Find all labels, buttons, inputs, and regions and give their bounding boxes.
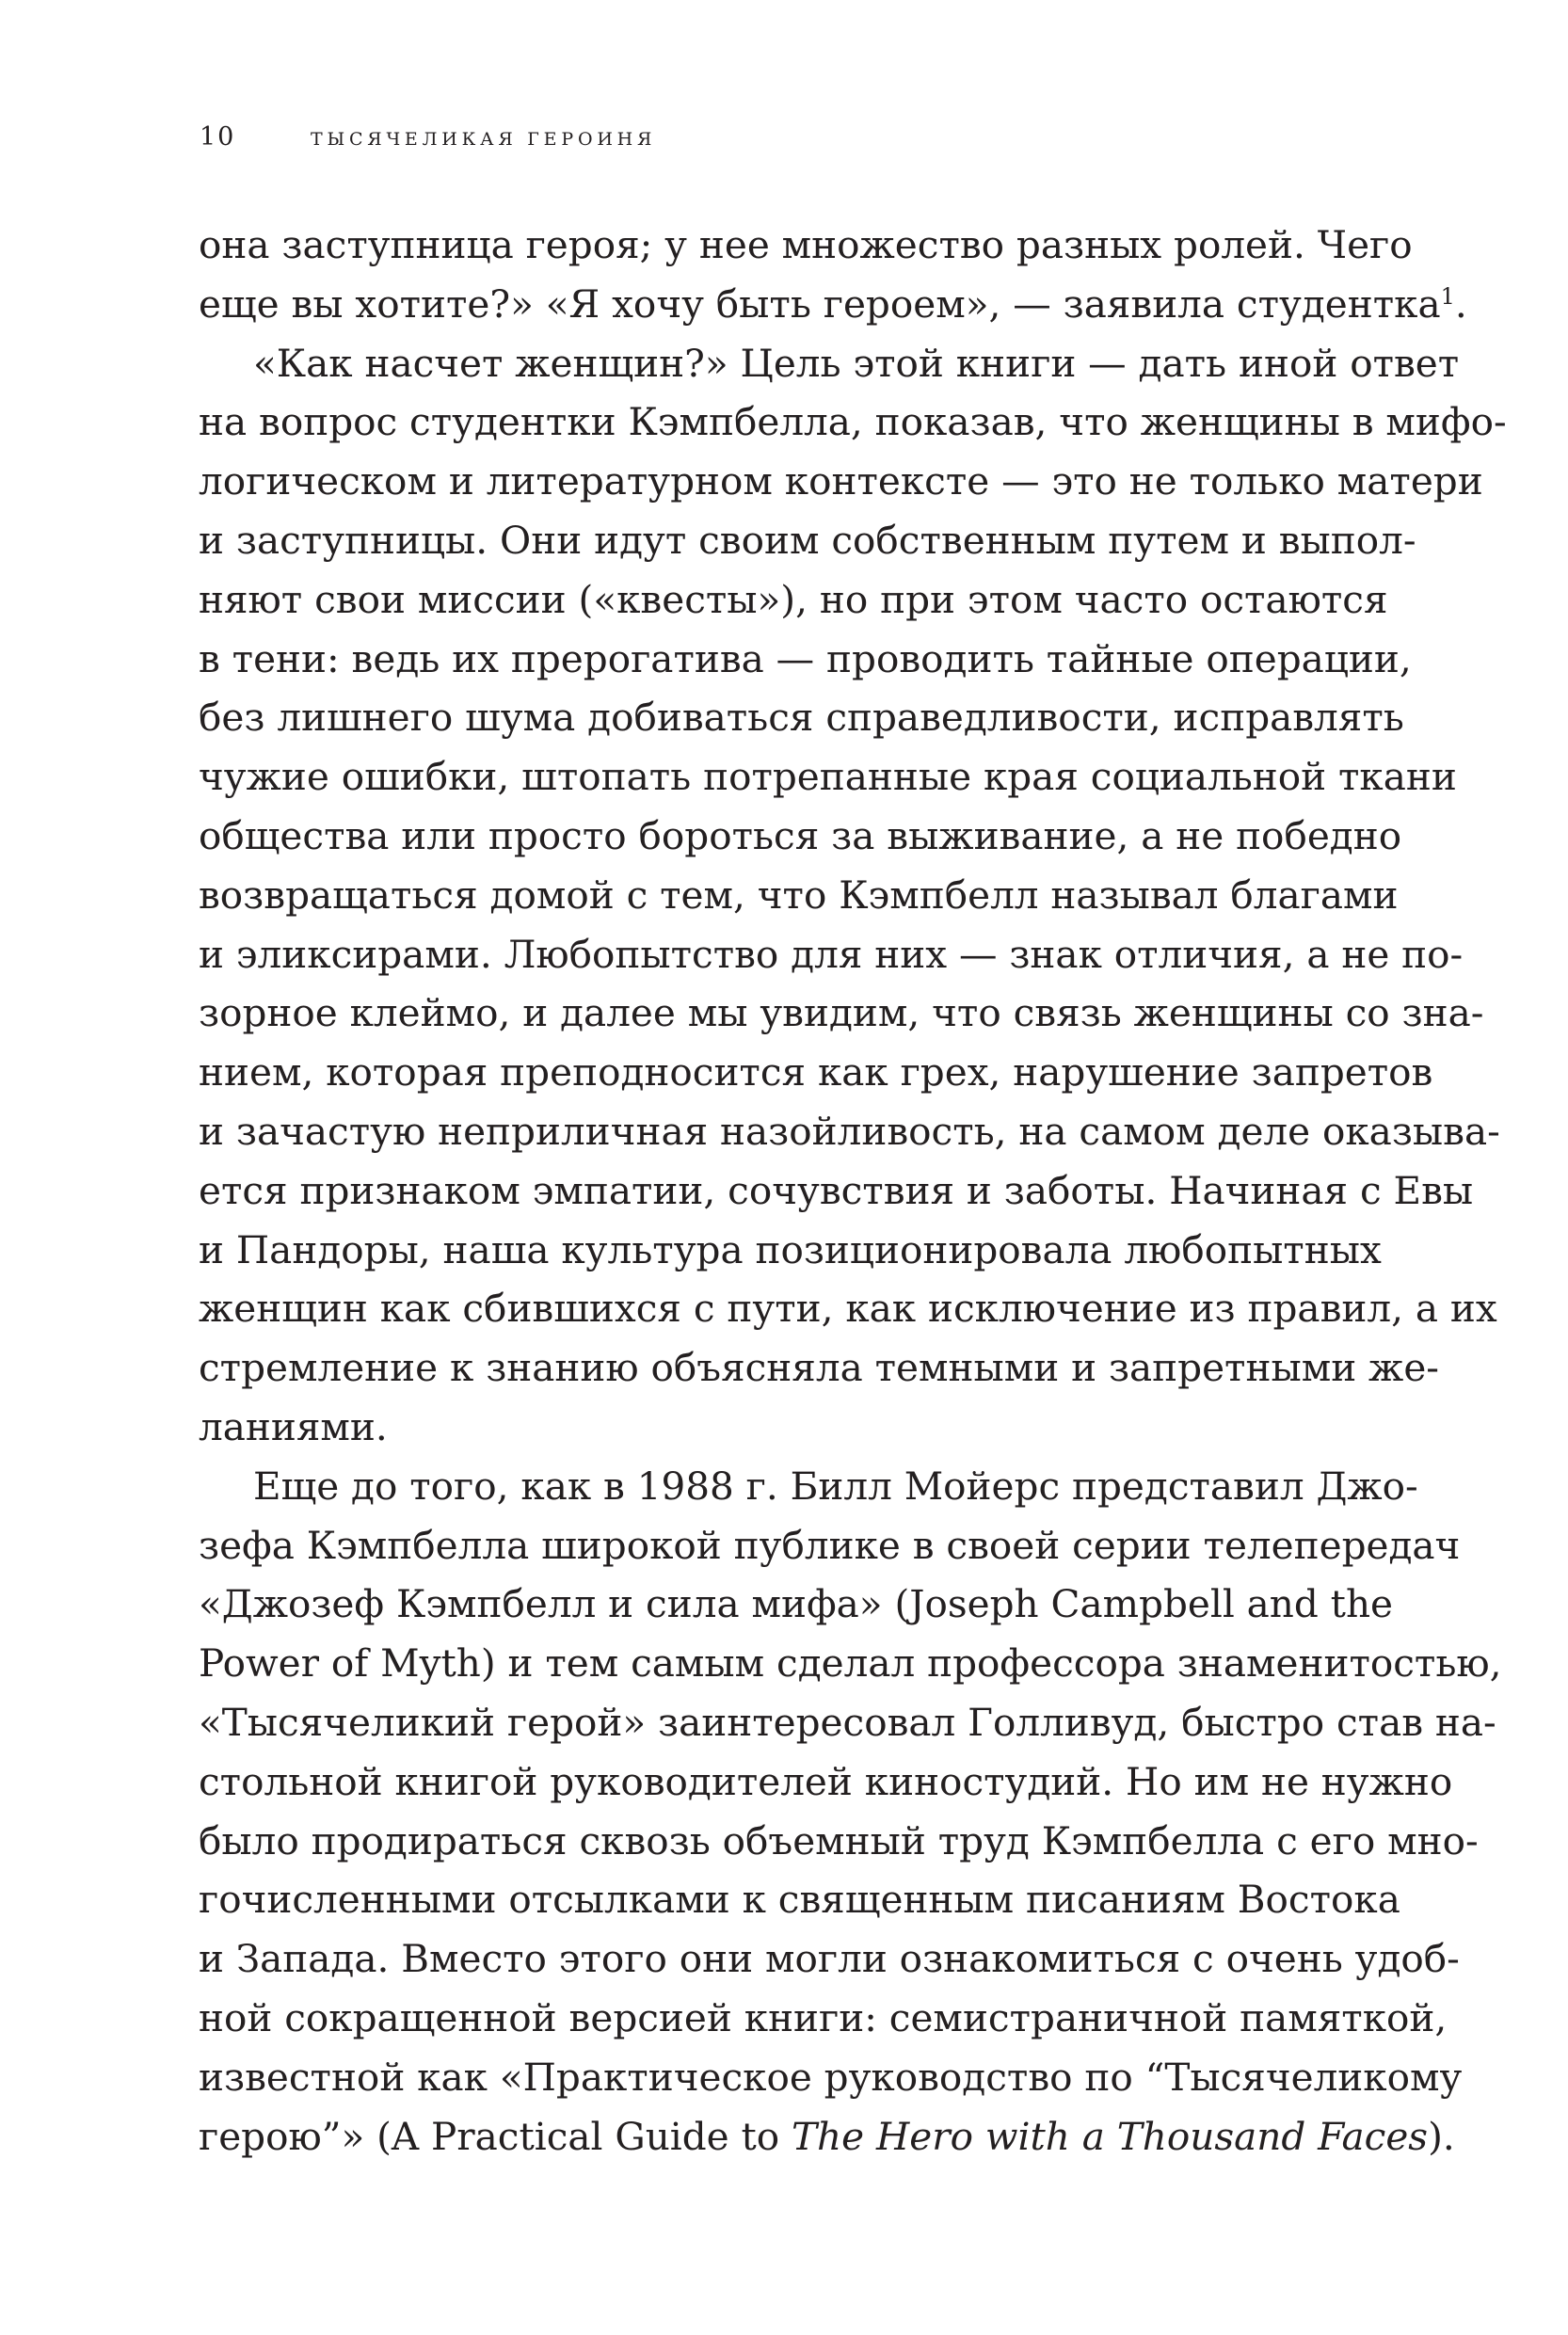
line-text: без лишнего шума добиваться справедливости, исправлять — [199, 695, 1404, 741]
line-text: ной сокращенной версией книги: семистраничной памяткой, — [199, 1994, 1448, 2040]
text-line — [199, 452, 1483, 511]
line-text: женщин как сбившихся с пути, как исключение из правил, а их — [199, 1286, 1497, 1332]
line-text: в тени: ведь их прерогатива — проводить тайные операции, — [199, 635, 1412, 681]
line-text: и эликсирами. Любопытство для них — знак отличия, а не по- — [199, 931, 1464, 977]
text-line — [199, 1279, 1497, 1338]
text-line — [199, 1221, 1382, 1280]
text-line — [199, 1457, 1418, 1516]
page-number: 10 — [200, 122, 236, 152]
line-text: ланиями. — [199, 1403, 388, 1449]
text-line — [199, 2107, 1455, 2167]
text-line — [199, 511, 1416, 570]
text-line — [199, 630, 1412, 689]
italic-title: The Hero with a Thousand Faces — [792, 2113, 1429, 2159]
line-text: гочисленными отсылками к священным писаниям Востока — [199, 1877, 1400, 1923]
line-text: чужие ошибки, штопать потрепанные края социальной ткани — [199, 754, 1457, 800]
line-text: известной как «Практическое руководство по “Тысячеликому — [199, 2054, 1463, 2100]
text-line — [199, 1929, 1460, 1989]
body-text — [199, 216, 1507, 2166]
text-line — [199, 984, 1484, 1043]
text-line — [199, 216, 1413, 275]
line-text: стремление к знанию объясняла темными и запретными же- — [199, 1345, 1439, 1391]
line-text: зорное клеймо, и далее мы увидим, что связь женщины со зна- — [199, 990, 1484, 1036]
text-line — [199, 570, 1388, 630]
text-line: еще вы хотите?» «Я хочу быть героем», — заявила студентка$^1$. — [199, 280, 1467, 327]
line-text: и зачастую неприличная назойливость, на самом деле оказыва- — [199, 1108, 1500, 1154]
line-text: герою”» (A Practical Guide to — [199, 2113, 792, 2159]
text-line — [199, 1338, 1439, 1398]
text-line — [199, 1575, 1394, 1634]
line-text: возвращаться домой с тем, что Кэмпбелл называл благами — [199, 872, 1399, 918]
line-text: нием, которая преподносится как грех, нарушение запретов — [199, 1049, 1433, 1096]
text-line — [199, 925, 1464, 984]
line-text: «Джозеф Кэмпбелл и сила мифа» (Joseph Campbell and the — [199, 1581, 1394, 1627]
text-line — [199, 334, 1460, 393]
text-line — [199, 807, 1402, 866]
text-line — [199, 1161, 1474, 1221]
text-line — [199, 1989, 1448, 2048]
line-text: «Тысячеликий герой» заинтересовал Голливуд, быстро став на- — [199, 1699, 1496, 1745]
line-text: на вопрос студентки Кэмпбелла, показав, что женщины в мифо- — [199, 399, 1507, 445]
line-text: Еще до того, как в 1988 г. Билл Мойерс представил Джо- — [253, 1463, 1418, 1509]
line-text: логическом и литературном контексте — это не только матери — [199, 458, 1483, 504]
text-line — [199, 1102, 1500, 1161]
text-line — [199, 1043, 1433, 1102]
text-line — [199, 1634, 1502, 1693]
line-text: зефа Кэмпбелла широкой публике в своей серии телепередач — [199, 1522, 1461, 1568]
line-text: «Как насчет женщин?» Цель этой книги — дать иной ответ — [253, 340, 1460, 386]
text-line — [199, 688, 1404, 747]
line-text: и заступницы. Они идут своим собственным путем и выпол- — [199, 517, 1416, 563]
footnote-marker[interactable]: 1 — [1440, 282, 1455, 310]
text-line — [199, 1516, 1461, 1575]
text-line — [199, 1752, 1453, 1812]
text-line — [199, 866, 1399, 925]
running-head-title: ТЫСЯЧЕЛИКАЯ ГЕРОИНЯ — [311, 129, 657, 150]
line-tail: ). — [1428, 2113, 1455, 2159]
text-line — [199, 1812, 1479, 1871]
text-line — [199, 1870, 1400, 1929]
text-line — [199, 392, 1507, 452]
line-text: и Пандоры, наша культура позиционировала любопытных — [199, 1226, 1382, 1272]
line-text: еще вы хотите?» «Я хочу быть героем», — заявила студентка — [199, 280, 1441, 327]
running-head — [200, 122, 656, 152]
line-text: ется признаком эмпатии, сочувствия и заботы. Начиная с Евы — [199, 1167, 1474, 1213]
text-line — [199, 1693, 1496, 1752]
line-text: стольной книгой руководителей киностудий. Но им не нужно — [199, 1758, 1453, 1804]
text-line — [199, 1398, 1362, 1457]
line-text: няют свои миссии («квесты»), но при этом часто остаются — [199, 576, 1388, 622]
line-text: было продираться сквозь объемный труд Кэмпбелла с его мно- — [199, 1817, 1479, 1863]
line-text: и Запада. Вместо этого они могли ознакомиться с очень удоб- — [199, 1936, 1460, 1982]
line-text: общества или просто бороться за выживание, а не победно — [199, 812, 1402, 858]
text-line — [199, 747, 1457, 807]
line-text: Power of Myth) и тем самым сделал профессора знаменитостью, — [199, 1640, 1502, 1687]
line-text: она заступница героя; у нее множество разных ролей. Чего — [199, 222, 1413, 267]
text-line — [199, 2048, 1463, 2107]
